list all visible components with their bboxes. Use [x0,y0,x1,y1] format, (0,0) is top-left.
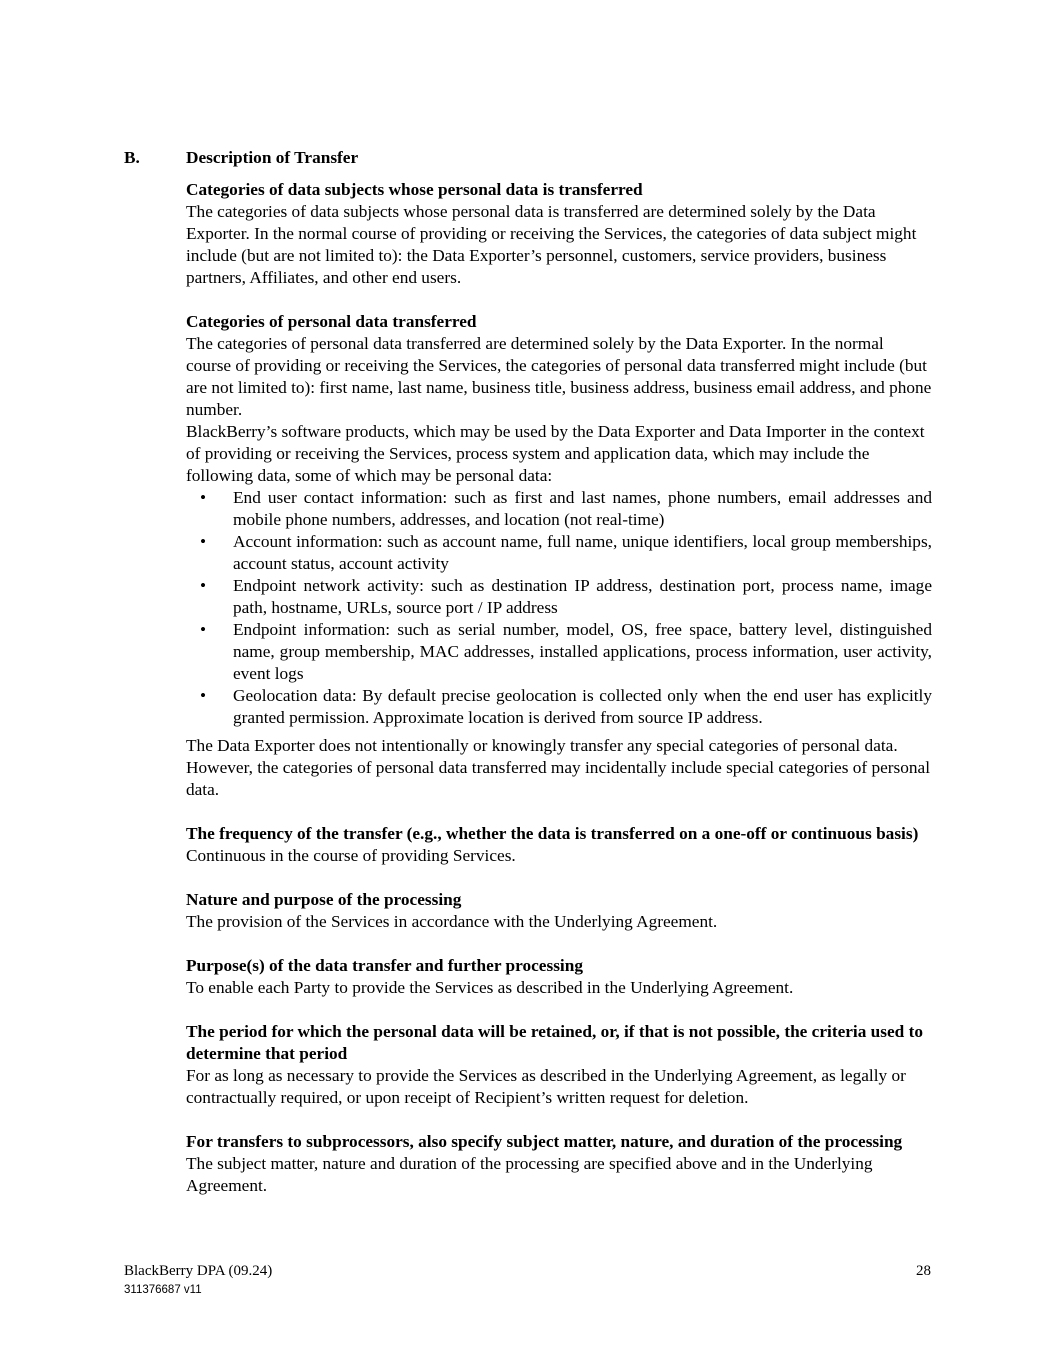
bullet-icon: • [200,576,207,595]
section-header [124,147,358,169]
bullet-text: End user contact information: such as first and last names, phone numbers, email addresses and mobile phone numbers, addresses, and location (not real-time) [233,488,932,529]
list-item [186,619,932,685]
list-item [186,487,932,531]
list-item [186,575,932,619]
bullet-icon: • [200,620,207,639]
section-body [186,179,932,1197]
bullet-text: Endpoint information: such as serial number, model, OS, free space, battery level, distinguished name, group membership, MAC addresses, installed applications, process information, user activity, event logs [233,620,932,683]
subprocessors-heading: For transfers to subprocessors, also specify subject matter, nature, and duration of the processing [186,1132,903,1151]
personal-data-text: The categories of personal data transferred are determined solely by the Data Exporter. In the normal course of providing or receiving the Services, the categories of personal data transferred might include (but are not limited to): first name, last name, business title, business address, business email address, and phone number. [186,334,932,419]
list-item [186,531,932,575]
bullet-icon: • [200,532,207,551]
bullet-icon: • [200,686,207,705]
purpose-text: To enable each Party to provide the Services as described in the Underlying Agreement. [186,978,794,997]
frequency-heading: The frequency of the transfer (e.g., whether the data is transferred on a one-off or continuous basis) [186,824,919,843]
page-number: 28 [916,1263,931,1279]
retention-text: For as long as necessary to provide the Services as described in the Underlying Agreement, as legally or contractually required, or upon receipt of Recipient’s written request for deletion. [186,1066,906,1107]
nature-text: The provision of the Services in accordance with the Underlying Agreement. [186,912,718,931]
frequency-text: Continuous in the course of providing Services. [186,846,516,865]
special-categories-text: The Data Exporter does not intentionally or knowingly transfer any special categories of personal data. However, the categories of personal data transferred may incidentally include special categories of personal data. [186,736,931,799]
purpose-heading: Purpose(s) of the data transfer and further processing [186,956,583,975]
section-letter: B. [124,148,140,167]
bullet-icon: • [200,488,207,507]
personal-data-heading: Categories of personal data transferred [186,312,477,331]
section-title: Description of Transfer [186,148,359,167]
bullet-text: Account information: such as account name, full name, unique identifiers, local group memberships, account status, account activity [233,532,932,573]
bullet-text: Geolocation data: By default precise geolocation is collected only when the end user has explicitly granted permission. Approximate location is derived from source IP address. [233,686,932,727]
software-products-text: BlackBerry’s software products, which may be used by the Data Exporter and Data Importer in the context of providing or receiving the Services, process system and application data, which may include the following data, some of which may be personal data: [186,422,925,485]
list-item [186,685,932,729]
subjects-heading: Categories of data subjects whose personal data is transferred [186,180,643,199]
nature-heading: Nature and purpose of the processing [186,890,462,909]
subprocessors-text: The subject matter, nature and duration of the processing are specified above and in the Underlying Agreement. [186,1154,873,1195]
footer-doc-id: 311376687 v11 [124,1284,202,1296]
retention-heading: The period for which the personal data will be retained, or, if that is not possible, the criteria used to determine that period [186,1022,924,1063]
footer-doc-label: BlackBerry DPA (09.24) [124,1263,273,1279]
subjects-text: The categories of data subjects whose personal data is transferred are determined solely by the Data Exporter. In the normal course of providing or receiving the Services, the categories of data subject might include (but are not limited to): the Data Exporter’s personnel, customers, service providers, business partners, Affiliates, and other end users. [186,202,917,287]
data-bullet-list [186,487,932,729]
bullet-text: Endpoint network activity: such as destination IP address, destination port, process name, image path, hostname, URLs, source port / IP address [233,576,932,617]
